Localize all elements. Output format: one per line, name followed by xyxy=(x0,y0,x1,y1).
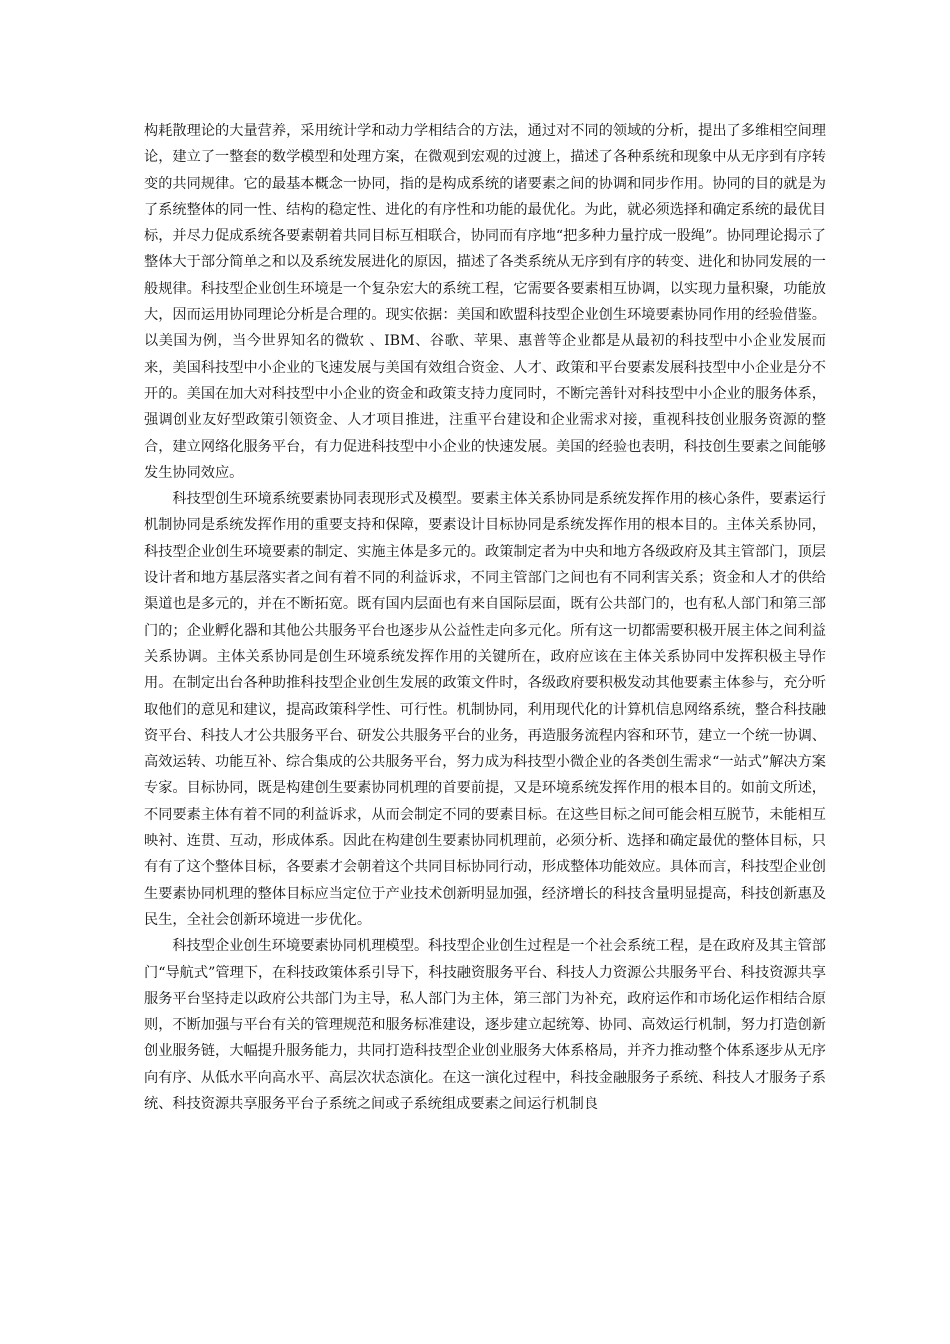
paragraph-3: 科技型企业创生环境要素协同机理模型。科技型企业创生过程是一个社会系统工程，是在政府及其主管部门“导航式”管理下，在科技政策体系引导下，科技融资服务平台、科技人力资源公共服务平台、科技资源共享服务平台坚持走以政府公共部门为主导，私人部门为主体，第三部门为补充，政府运作和市场化运作相结合原则，不断加强与平台有关的管理规范和服务标准建设，逐步建立起统筹、协同、高效运行机制，努力打造创新创业服务链，大幅提升服务能力，共同打造科技型企业创业服务大体系格局，并齐力推动整个体系逐步从无序向有序、从低水平向高水平、高层次状态演化。在这一演化过程中，科技金融服务子系统、科技人才服务子系统、科技资源共享服务平台子系统之间或子系统组成要素之间运行机制良 xyxy=(144,938,826,1112)
paragraph-2: 科技型创生环境系统要素协同表现形式及模型。要素主体关系协同是系统发挥作用的核心条件，要素运行机制协同是系统发挥作用的重要支持和保障，要素设计目标协同是系统发挥作用的根本目的。主体关系协同，科技型企业创生环境要素的制定、实施主体是多元的。政策制定者为中央和地方各级政府及其主管部门，顶层设计者和地方基层落实者之间有着不同的利益诉求，不同主管部门之间也有不同利害关系；资金和人才的供给渠道也是多元的，并在不断拓宽。既有国内层面也有来自国际层面，既有公共部门的，也有私人部门和第三部门的；企业孵化器和其他公共服务平台也逐步从公益性走向多元化。所有这一切都需要积极开展主体之间利益关系协调。主体关系协同是创生环境系统发挥作用的关键所在，政府应该在主体关系协同中发挥积极主导作用。在制定出台各种助推科技型企业创生发展的政策文件时，各级政府要积极发动其他要素主体参与，充分听取他们的意见和建议，提高政策科学性、可行性。机制协同，利用现代化的计算机信息网络系统，整合科技融资平台、科技人才公共服务平台、研发公共服务平台的业务，再造服务流程内容和环节，建立一个统一协调、高效运转、功能互补、综合集成的公共服务平台，努力成为科技型小微企业的各类创生需求“一站式”解决方案专家。目标协同，既是构建创生要素协同机理的首要前提，又是环境系统发挥作用的根本目的。如前文所述，不同要素主体有着不同的利益诉求，从而会制定不同的要素目标。在这些目标之间可能会相互脱节，未能相互映衬、连贯、互动，形成体系。因此在构建创生要素协同机理前，必须分析、选择和确定最优的整体目标，只有有了这个整体目标，各要素才会朝着这个共同目标协同行动，形成整体功能效应。具体而言，科技型企业创生要素协同机理的整体目标应当定位于产业技术创新明显加强，经济增长的科技含量明显提高，科技创新惠及民生，全社会创新环境进一步优化。 xyxy=(144,491,826,928)
document-page xyxy=(144,118,826,1117)
paragraph-1: 构耗散理论的大量营养，采用统计学和动力学相结合的方法，通过对不同的领域的分析，提出了多维相空间理论，建立了一整套的数学模型和处理方案，在微观到宏观的过渡上，描述了各种系统和现象中从无序到有序转变的共同规律。它的最基本概念一协同，指的是构成系统的诸要素之间的协调和同步作用。协同的目的就是为了系统整体的同一性、结构的稳定性、进化的有序性和功能的最优化。为此，就必须选择和确定系统的最优目标，并尽力促成系统各要素朝着共同目标互相联合，协同而有序地“把多种力量拧成一股绳”。协同理论揭示了整体大于部分简单之和以及系统发展进化的原因，描述了各类系统从无序到有序的转变、进化和协同发展的一般规律。科技型企业创生环境是一个复杂宏大的系统工程，它需要各要素相互协调，以实现力量积聚，功能放大，因而运用协同理论分析是合理的。现实依据：美国和欧盟科技型企业创生环境要素协同作用的经验借鉴。以美国为例，当今世界知名的微软 、IBM、谷歌、苹果、惠普等企业都是从最初的科技型中小企业发展而来，美国科技型中小企业的飞速发展与美国有效组合资金、人才、政策和平台要素发展科技型中小企业是分不开的。美国在加大对科技型中小企业的资金和政策支持力度同时，不断完善针对科技型中小企业的服务体系，强调创业友好型政策引领资金、人才项目推进，注重平台建设和企业需求对接，重视科技创业服务资源的整合，建立网络化服务平台，有力促进科技型中小企业的快速发展。美国的经验也表明，科技创生要素之间能够发生协同效应。 xyxy=(144,123,826,481)
